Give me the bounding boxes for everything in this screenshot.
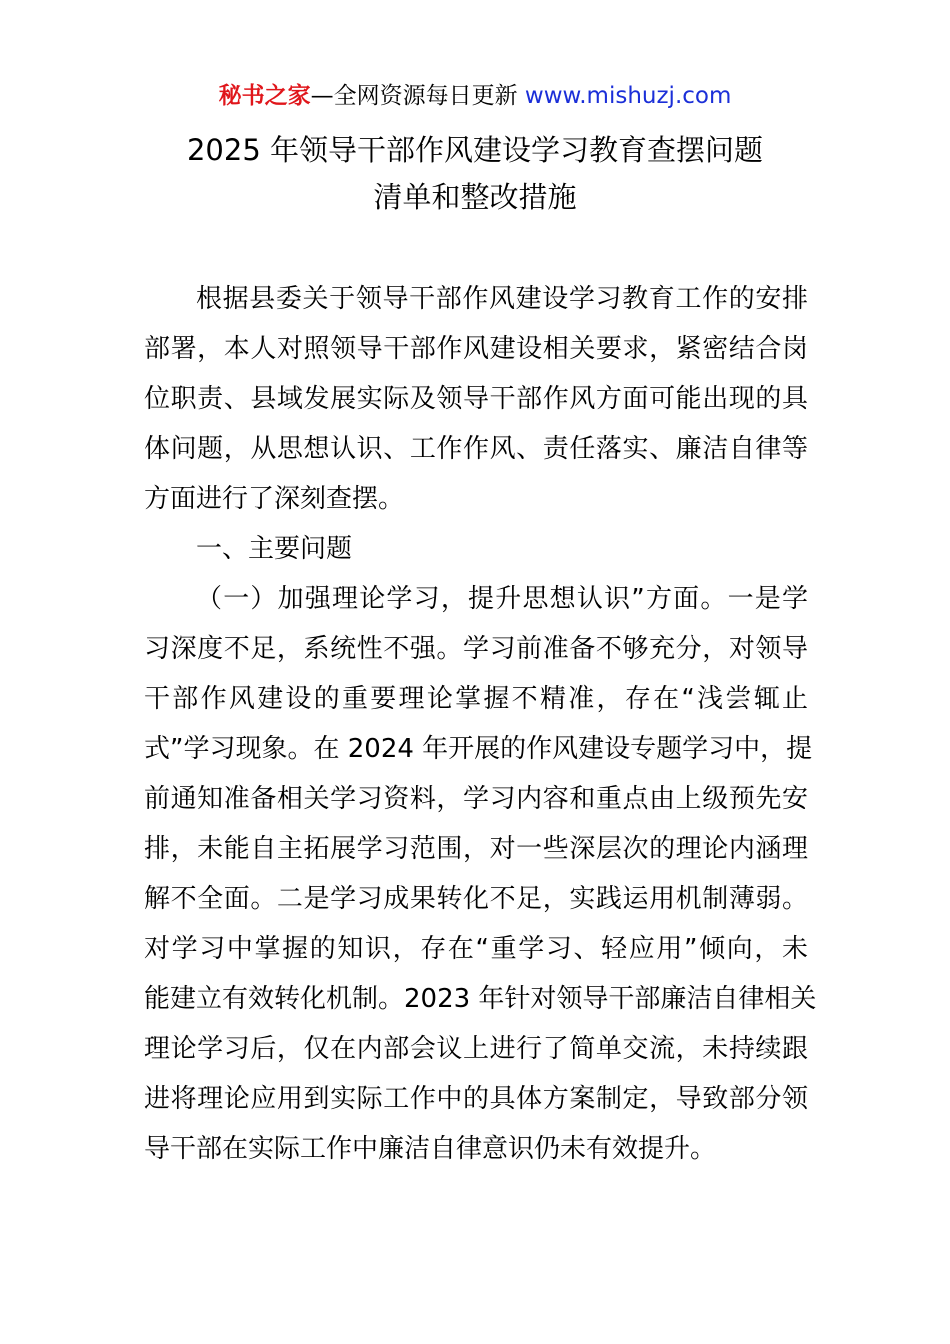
intro-paragraph (144, 274, 808, 524)
text-line: 根据县委关于领导干部作风建设学习教育工作的安排 (196, 284, 808, 314)
text-line: 理论学习后，仅在内部会议上进行了简单交流，未持续跟 (144, 1034, 808, 1064)
text-line: 位职责、县域发展实际及领导干部作风方面可能出现的具 (144, 384, 808, 414)
text-line: 解不全面。二是学习成果转化不足，实践运用机制薄弱。 (144, 884, 808, 914)
document-title (0, 127, 950, 221)
text-line: 式”学习现象。在 2024 年开展的作风建设专题学习中，提 (144, 734, 813, 764)
title-line-1: 2025 年领导干部作风建设学习教育查摆问题 (186, 133, 764, 167)
text-line: 能建立有效转化机制。2023 年针对领导干部廉洁自律相关 (144, 984, 817, 1014)
text-line: 习深度不足，系统性不强。学习前准备不够充分，对领导 (144, 634, 808, 664)
title-line-2: 清单和整改措施 (373, 180, 577, 214)
section-heading (144, 524, 808, 574)
text-line: 前通知准备相关学习资料，学习内容和重点由上级预先安 (144, 784, 808, 814)
text-line: 干部作风建设的重要理论掌握不精准，存在“浅尝辄止 (144, 684, 808, 714)
document-body (144, 274, 817, 1174)
header-tagline: —全网资源每日更新 (310, 83, 518, 109)
section-heading-text: 一、主要问题 (196, 534, 353, 564)
text-line: 导干部在实际工作中廉洁自律意识仍未有效提升。 (144, 1134, 717, 1164)
site-url-link[interactable]: www.mishuzj.com (524, 83, 732, 109)
text-line: 进将理论应用到实际工作中的具体方案制定，导致部分领 (144, 1084, 808, 1114)
text-line: 对学习中掌握的知识，存在“重学习、轻应用”倾向，未 (144, 934, 808, 964)
brand-name: 秘书之家 (218, 83, 311, 109)
text-line: 方面进行了深刻查摆。 (144, 484, 405, 514)
text-line: 体问题，从思想认识、工作作风、责任落实、廉洁自律等 (144, 434, 808, 464)
text-line: 部署，本人对照领导干部作风建设相关要求，紧密结合岗 (144, 334, 808, 364)
text-line: （一）加强理论学习，提升思想认识”方面。一是学 (196, 584, 808, 614)
text-line: 排，未能自主拓展学习范围，对一些深层次的理论内涵理 (144, 834, 808, 864)
subsection-paragraph (144, 574, 817, 1174)
site-header (0, 80, 950, 112)
